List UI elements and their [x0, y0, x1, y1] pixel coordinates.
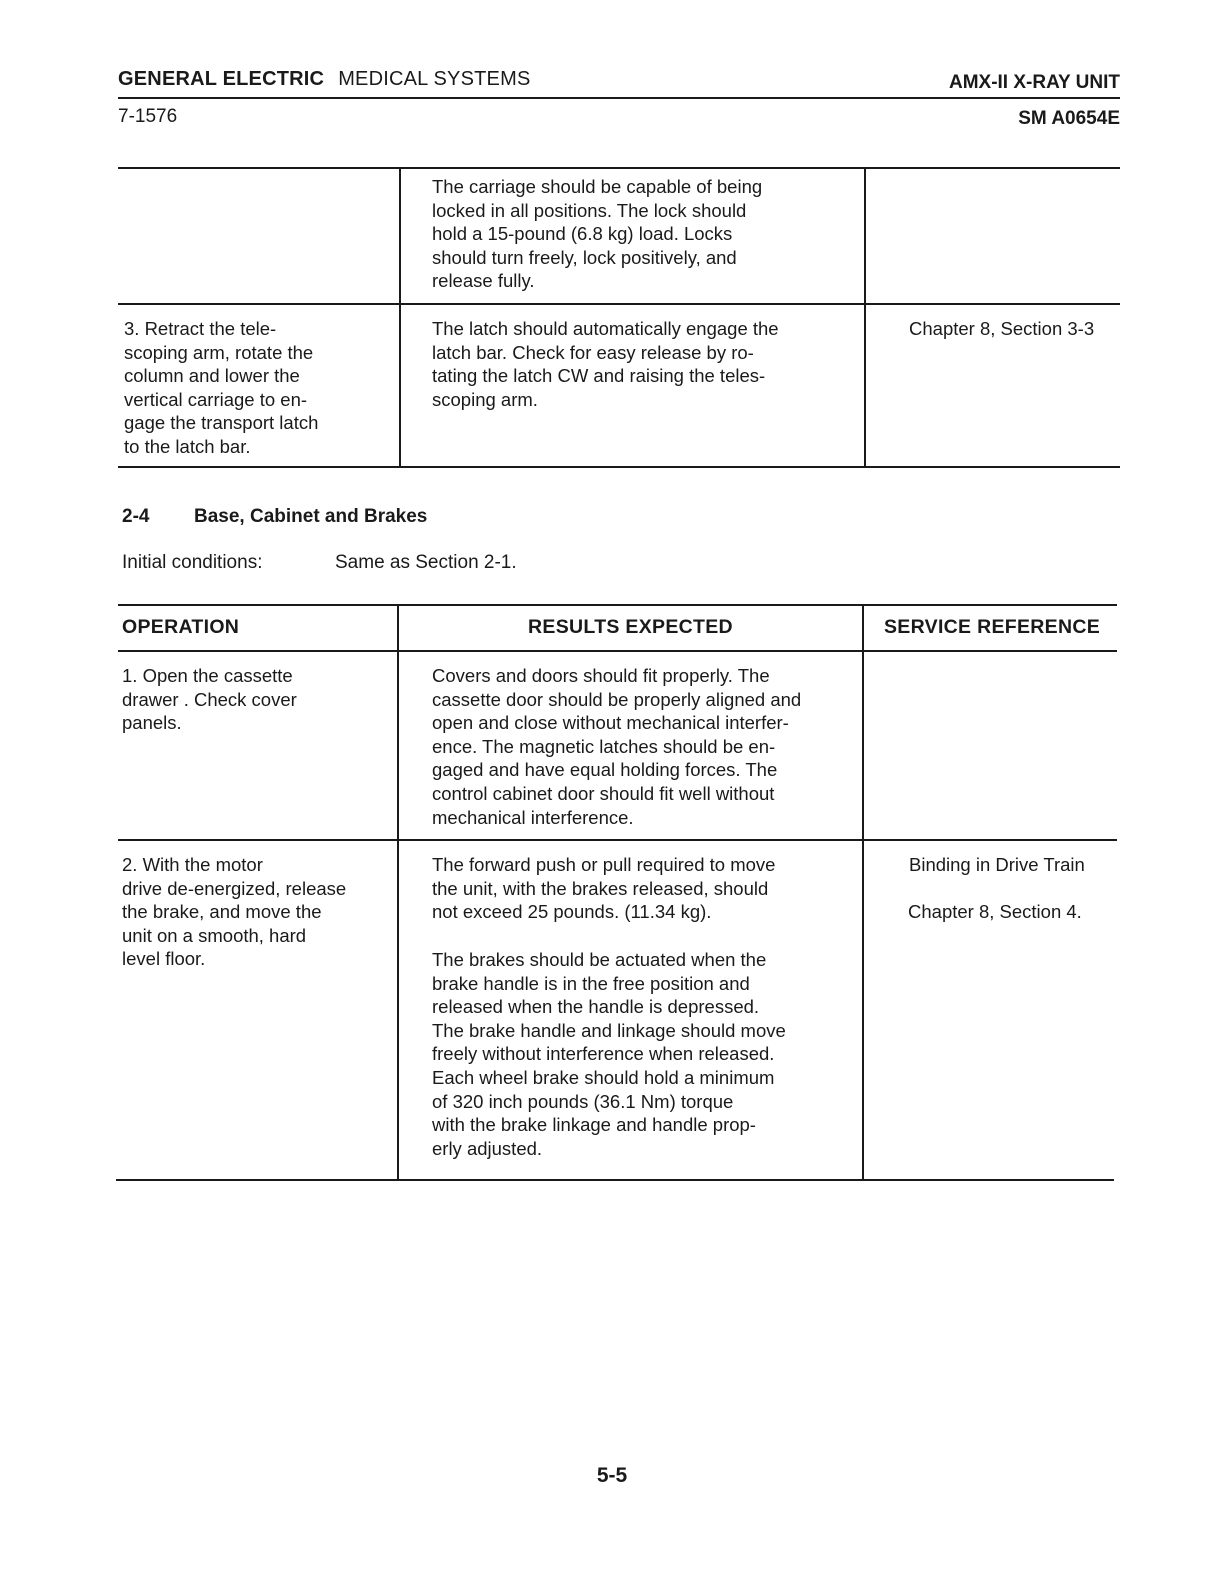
manual-number: SM A0654E — [1018, 108, 1120, 129]
company-name — [118, 68, 530, 91]
operation-cell: 2. With the motor drive de-energized, release the brake, and move the unit on a smooth, hard level floor. — [122, 854, 347, 970]
results-cell: The latch should automatically engage the latch bar. Check for easy release by ro- tating the latch CW and raising the teles- scoping arm. — [432, 318, 779, 410]
initial-conditions-label: Initial conditions: — [122, 552, 263, 573]
operation-cell: 1. Open the cassette drawer . Check cover panels. — [122, 665, 297, 734]
table-rule — [118, 604, 1117, 606]
column-header-operation: OPERATION — [122, 616, 240, 638]
column-divider — [399, 168, 401, 467]
results-cell: The brakes should be actuated when the brake handle is in the free position and released when the handle is depressed. The brake handle and linkage should move freely without interference when released. Each wheel brake should hold a minimum of 320 inch pounds (36.1 Nm) torque with the brake linkage and handle prop- erly adjusted. — [432, 949, 786, 1159]
column-divider — [397, 605, 399, 1180]
division-label: MEDICAL SYSTEMS — [338, 68, 531, 90]
reference-cell: Binding in Drive Train — [909, 854, 1085, 875]
product-title: AMX-II X-RAY UNIT — [948, 72, 1120, 93]
operation-cell: 3. Retract the tele- scoping arm, rotate the column and lower the vertical carriage to en- gage the transport latch to the latch bar. — [124, 318, 319, 457]
column-divider — [862, 605, 864, 1180]
column-header-results: RESULTS EXPECTED — [528, 616, 733, 638]
table-rule — [118, 839, 1117, 841]
table-rule — [116, 1179, 1114, 1181]
table-rule — [118, 466, 1120, 468]
column-divider — [864, 168, 866, 467]
initial-conditions — [122, 552, 517, 574]
header-rule — [118, 97, 1120, 99]
page-number: 5-5 — [596, 1464, 628, 1487]
table-rule — [118, 650, 1117, 652]
section-title: Base, Cabinet and Brakes — [194, 506, 428, 527]
column-header-reference: SERVICE REFERENCE — [884, 616, 1101, 638]
section-number: 2-4 — [122, 506, 150, 527]
initial-conditions-value: Same as Section 2-1. — [335, 552, 517, 573]
table-rule — [118, 167, 1120, 169]
reference-cell: Chapter 8, Section 3-3 — [909, 318, 1095, 339]
results-cell: The forward push or pull required to move the unit, with the brakes released, should not exceed 25 pounds. (11.34 kg). — [432, 854, 776, 923]
reference-cell: Chapter 8, Section 4. — [908, 901, 1082, 922]
results-cell: Covers and doors should fit properly. The cassette door should be properly aligned and open and close without mechanical interfer- ence. The magnetic latches should be en- gaged and have equal holding forces. The control cabinet door should fit well without mechanical interference. — [432, 665, 802, 828]
section-heading — [122, 506, 427, 528]
company-label: GENERAL ELECTRIC — [118, 68, 325, 90]
document-number: 7-1576 — [118, 106, 178, 127]
table-rule — [118, 303, 1120, 305]
results-cell: The carriage should be capable of being locked in all positions. The lock should hold a 15-pound (6.8 kg) load. Locks should turn freely, lock positively, and release fully. — [432, 176, 763, 292]
